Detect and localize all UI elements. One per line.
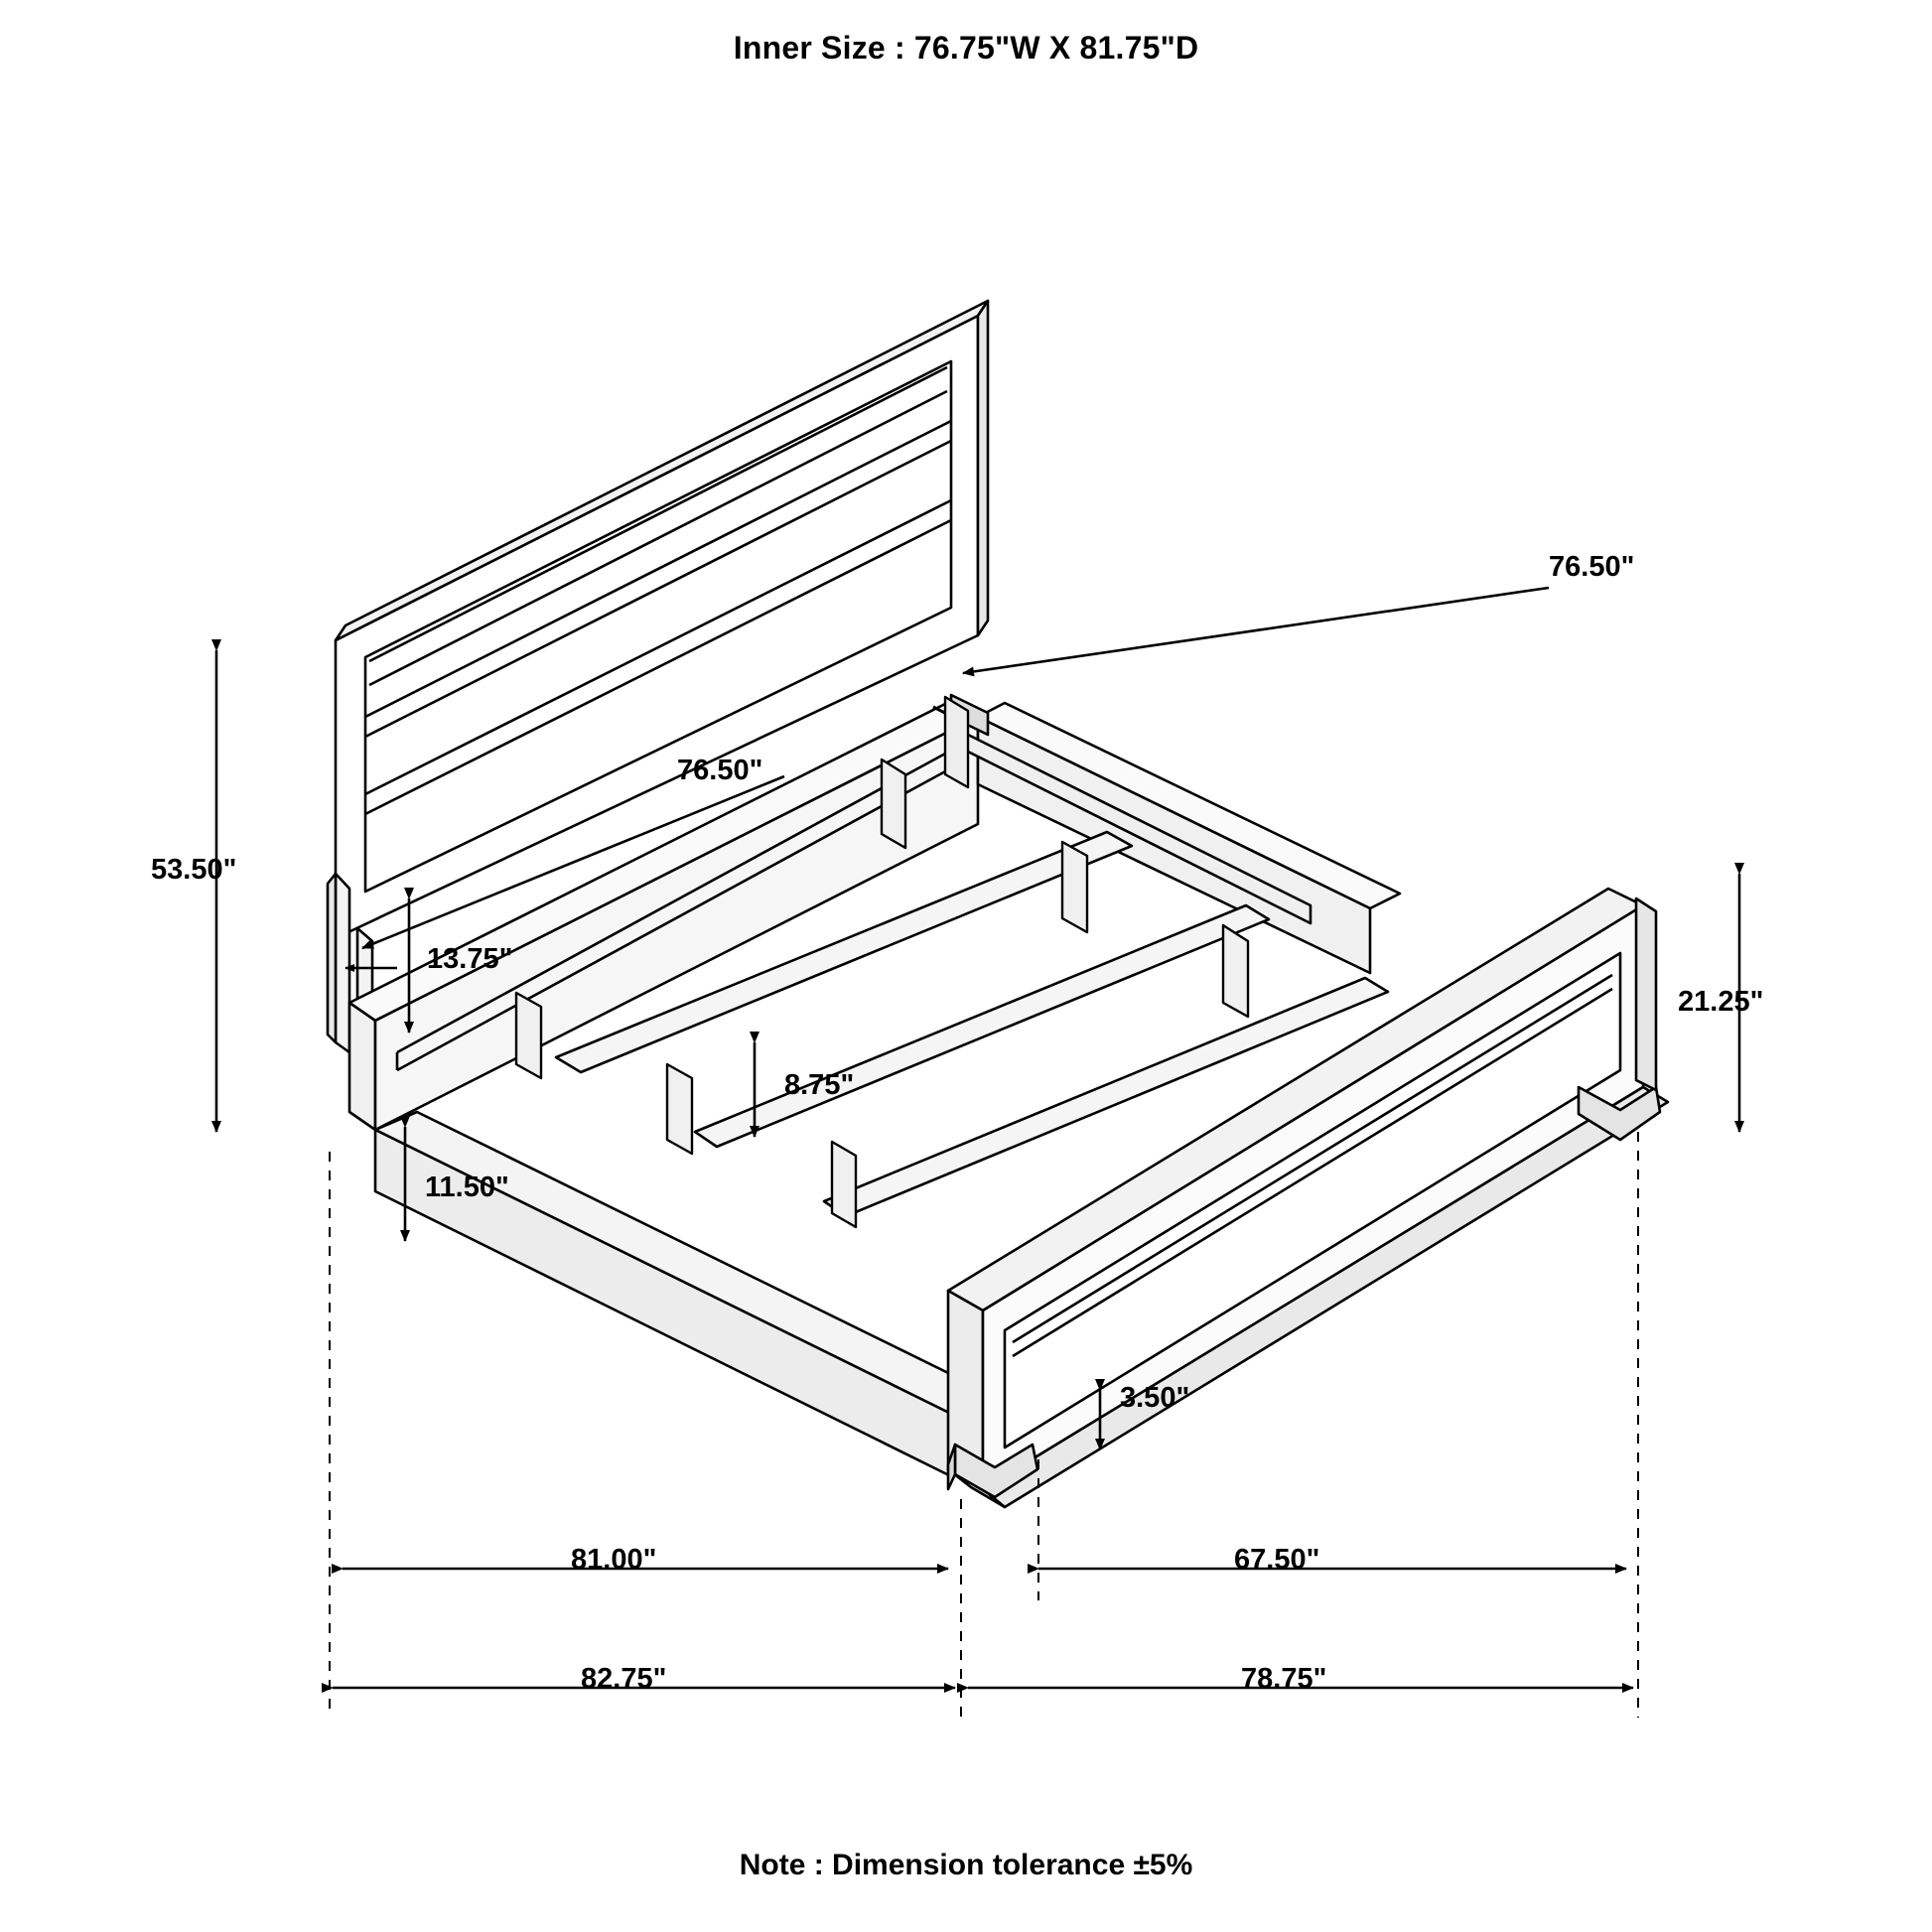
dimension-slat-gap: 13.75"	[427, 943, 513, 975]
dimension-footboard-depth-lower: 78.75"	[1241, 1663, 1327, 1695]
dimension-footboard-depth-upper: 67.50"	[1234, 1544, 1320, 1576]
dimension-overall-depth-lower: 82.75"	[581, 1663, 667, 1695]
dimension-headboard-height: 53.50"	[151, 854, 237, 886]
page-title: Inner Size : 76.75"W X 81.75"D	[733, 30, 1199, 66]
dimension-overall-depth-upper: 81.00"	[571, 1544, 657, 1576]
dimension-foot-height: 3.50"	[1120, 1382, 1190, 1414]
dimension-headboard-width: 76.50"	[677, 755, 763, 786]
dimension-rail-width-callout: 76.50"	[1549, 551, 1635, 583]
dimension-rail-clearance: 11.50"	[425, 1172, 509, 1203]
dimension-footboard-height: 21.25"	[1678, 986, 1764, 1018]
bed-geometry	[328, 301, 1668, 1507]
dimension-center-support-height: 8.75"	[784, 1069, 855, 1101]
tolerance-note: Note : Dimension tolerance ±5%	[739, 1849, 1193, 1881]
